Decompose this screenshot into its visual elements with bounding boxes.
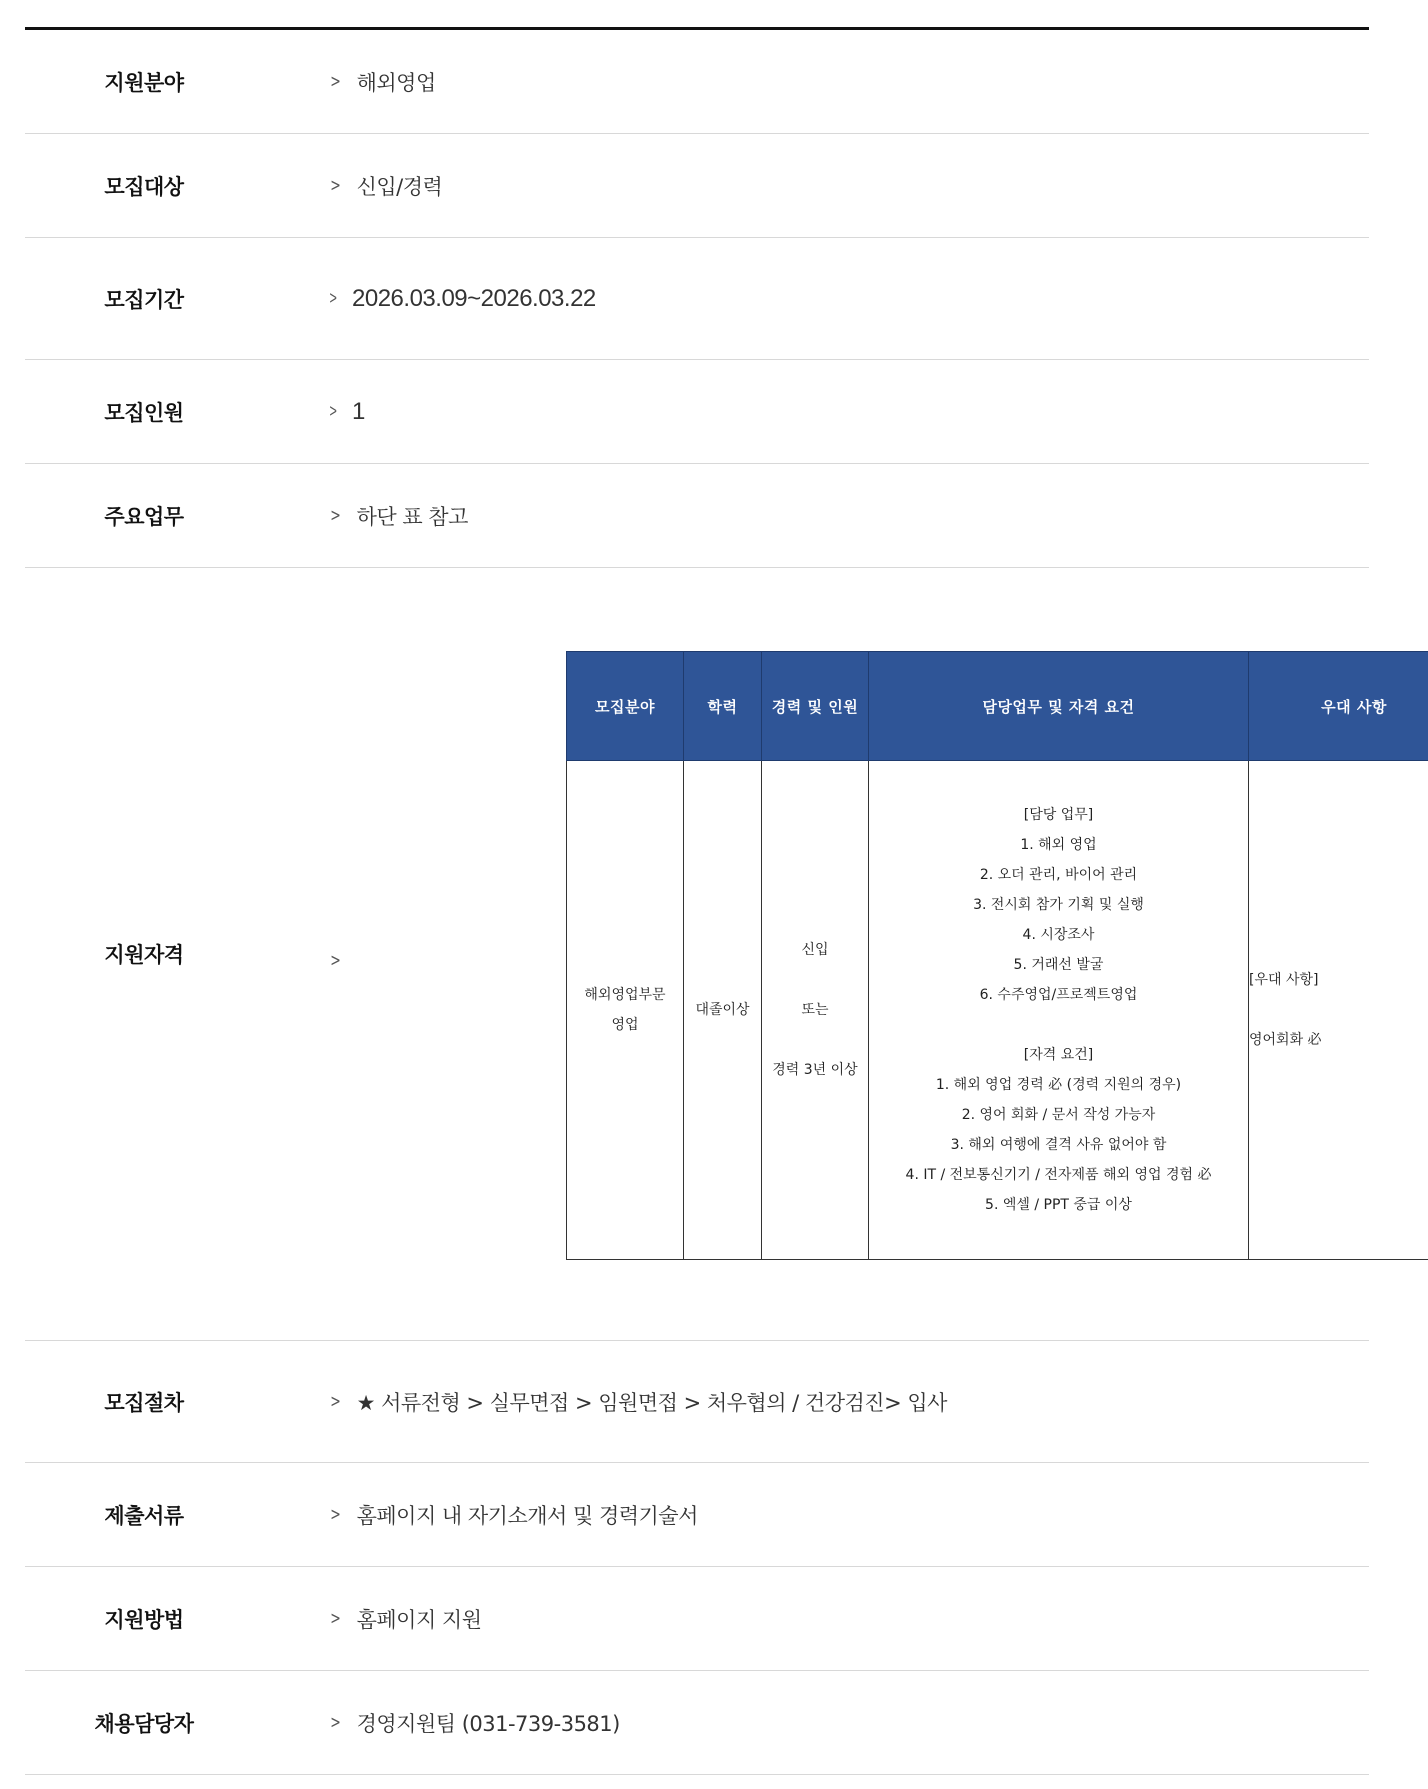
row-qualification bbox=[25, 568, 1387, 1341]
row-label: 지원자격 bbox=[104, 943, 184, 967]
header-education: 학력 bbox=[684, 652, 762, 761]
duty-item: 3. 전시회 참가 기획 및 실행 bbox=[973, 897, 1144, 913]
row-contact bbox=[25, 1671, 1369, 1775]
row-value-contact bbox=[263, 1671, 1369, 1774]
row-label: 모집대상 bbox=[104, 174, 184, 199]
career-line: 신입 bbox=[801, 942, 829, 958]
value-text: 하단 표 참고 bbox=[356, 504, 468, 529]
requirements-title: [자격 요건] bbox=[1023, 1047, 1094, 1063]
chevron-right-icon: > bbox=[330, 71, 341, 92]
value-text: 1 bbox=[352, 397, 365, 425]
row-value-process bbox=[263, 1341, 1369, 1462]
row-value-documents bbox=[263, 1463, 1369, 1566]
value-text: ★ 서류전형 > 실무면접 > 임원면접 > 처우협의 / 건강검진> 입사 bbox=[356, 1390, 947, 1415]
row-label: 모집인원 bbox=[104, 400, 184, 425]
row-value-headcount bbox=[263, 360, 1369, 463]
row-label: 제출서류 bbox=[104, 1503, 184, 1528]
field-line: 영업 bbox=[611, 1017, 639, 1033]
row-value-method bbox=[263, 1567, 1369, 1670]
row-value-period bbox=[263, 238, 1369, 359]
chevron-right-icon: > bbox=[330, 505, 341, 526]
chevron-right-icon: > bbox=[330, 1712, 341, 1733]
chevron-right-icon: > bbox=[330, 1608, 341, 1629]
row-value-duty bbox=[263, 464, 1369, 567]
header-preference: 우대 사항 bbox=[1249, 652, 1428, 761]
requirement-item: 4. IT / 전보통신기기 / 전자제품 해외 영업 경험 必 bbox=[905, 1167, 1212, 1183]
chevron-right-icon: > bbox=[330, 1391, 341, 1412]
requirement-item: 2. 영어 회화 / 문서 작성 가능자 bbox=[961, 1107, 1156, 1123]
row-label: 모집절차 bbox=[104, 1390, 184, 1415]
cell-duties bbox=[869, 761, 1249, 1260]
job-details-table bbox=[566, 651, 1428, 1260]
value-text: 홈페이지 내 자기소개서 및 경력기술서 bbox=[356, 1503, 698, 1528]
duty-item: 1. 해외 영업 bbox=[1020, 837, 1097, 853]
table-header-row bbox=[567, 652, 1428, 761]
requirement-item: 3. 해외 여행에 결격 사유 없어야 함 bbox=[950, 1137, 1167, 1153]
header-career: 경력 및 인원 bbox=[762, 652, 869, 761]
row-field bbox=[25, 30, 1369, 134]
duties-title: [담당 업무] bbox=[1023, 807, 1094, 823]
chevron-right-icon: > bbox=[330, 1504, 341, 1525]
row-period bbox=[25, 238, 1369, 360]
value-text: 2026.03.09~2026.03.22 bbox=[352, 284, 596, 312]
row-label: 주요업무 bbox=[104, 504, 184, 529]
career-line: 또는 bbox=[801, 1002, 829, 1018]
chevron-right-icon: > bbox=[329, 401, 337, 421]
chevron-right-icon: > bbox=[330, 175, 341, 196]
field-line: 해외영업부문 bbox=[584, 987, 666, 1003]
row-target bbox=[25, 134, 1369, 238]
chevron-right-icon: > bbox=[330, 950, 341, 971]
row-label: 지원방법 bbox=[104, 1607, 184, 1632]
row-label: 채용담당자 bbox=[94, 1711, 194, 1736]
header-duties: 담당업무 및 자격 요건 bbox=[869, 652, 1249, 761]
value-text: 홈페이지 지원 bbox=[356, 1607, 482, 1632]
cell-preference bbox=[1249, 761, 1428, 1260]
header-field: 모집분야 bbox=[567, 652, 684, 761]
recruitment-info-table bbox=[25, 27, 1387, 1775]
row-label: 모집기간 bbox=[104, 287, 184, 312]
row-label: 지원분야 bbox=[104, 70, 184, 95]
chevron-right-icon: > bbox=[329, 288, 337, 308]
duty-item: 5. 거래선 발굴 bbox=[1013, 957, 1104, 973]
value-text: 경영지원팀 (031-739-3581) bbox=[356, 1711, 620, 1736]
duty-item: 6. 수주영업/프로젝트영업 bbox=[979, 987, 1138, 1003]
preference-item: 영어회화 必 bbox=[1249, 1032, 1322, 1048]
cell-education: 대졸이상 bbox=[684, 761, 762, 1260]
row-documents bbox=[25, 1463, 1369, 1567]
career-line: 경력 3년 이상 bbox=[772, 1062, 858, 1078]
row-duty bbox=[25, 464, 1369, 568]
row-value-field bbox=[263, 30, 1369, 133]
row-method bbox=[25, 1567, 1369, 1671]
preference-title: [우대 사항] bbox=[1249, 972, 1319, 988]
duty-item: 4. 시장조사 bbox=[1022, 927, 1095, 943]
cell-field bbox=[567, 761, 684, 1260]
row-process bbox=[25, 1341, 1369, 1463]
qualification-body bbox=[263, 568, 1387, 1340]
value-text: 신입/경력 bbox=[356, 174, 443, 199]
requirement-item: 1. 해외 영업 경력 必 (경력 지원의 경우) bbox=[935, 1077, 1182, 1093]
cell-career bbox=[762, 761, 869, 1260]
table-row bbox=[567, 761, 1428, 1260]
duty-item: 2. 오더 관리, 바이어 관리 bbox=[979, 867, 1138, 883]
requirement-item: 5. 엑셀 / PPT 중급 이상 bbox=[985, 1197, 1132, 1213]
value-text: 해외영업 bbox=[356, 70, 436, 95]
row-value-target bbox=[263, 134, 1369, 237]
row-headcount bbox=[25, 360, 1369, 464]
